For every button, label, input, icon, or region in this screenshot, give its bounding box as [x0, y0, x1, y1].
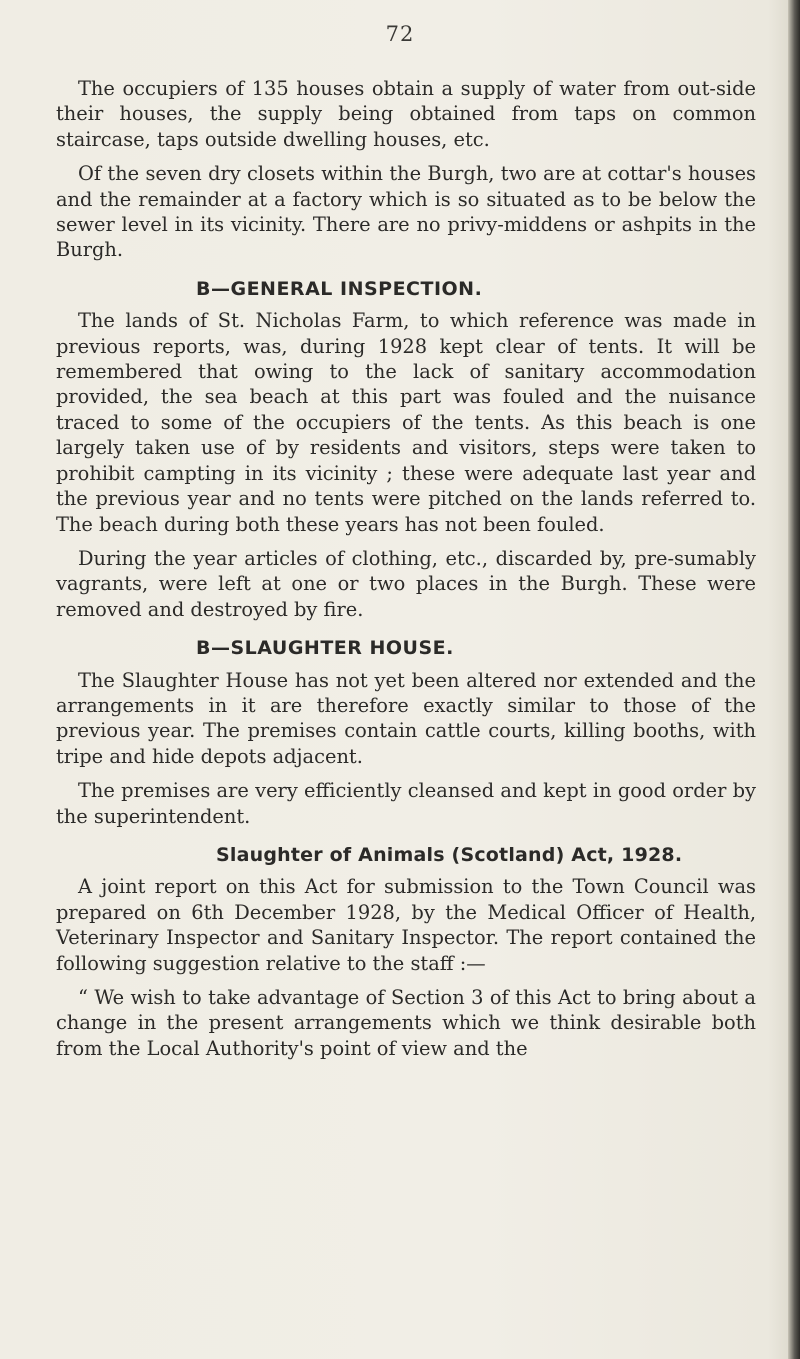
heading-slaughter-of-animals-act: Slaughter of Animals (Scotland) Act, 1928. — [216, 843, 683, 866]
page-number: 72 — [385, 22, 415, 46]
document-body — [56, 76, 756, 1070]
paragraph-discarded-clothing: During the year articles of clothing, etc., discarded by, pre-sumably vagrants, were left at one or two places in the Burgh. These were removed and destroyed by fire. — [56, 546, 756, 621]
paragraph-dry-closets: Of the seven dry closets within the Burgh, two are at cottar's houses and the remainder at a factory which is so situated as to be below the sewer level in its vicinity. There are no privy-middens or ashpits in the Burgh. — [56, 162, 756, 262]
paragraph-joint-report: A joint report on this Act for submission to the Town Council was prepared on 6th December 1928, by the Medical Officer of Health, Veterinary Inspector and Sanitary Inspector. The report contained the following suggestion relative to the staff :— — [56, 875, 756, 975]
heading-general-inspection: B—GENERAL INSPECTION. — [196, 277, 483, 300]
heading-slaughter-house: B—SLAUGHTER HOUSE. — [196, 637, 454, 660]
paragraph-slaughter-house-arrangements: The Slaughter House has not yet been altered nor extended and the arrangements in it are therefore exactly similar to those of the previous year. The premises contain cattle courts, killing booths, with tripe and hide depots adjacent. — [56, 668, 756, 768]
paragraph-premises-cleansed: The premises are very efficiently cleansed and kept in good order by the superintendent. — [56, 779, 756, 828]
paragraph-quoted-suggestion: “ We wish to take advantage of Section 3 of this Act to bring about a change in the present arrangements which we think desirable both from the Local Authority's point of view and the — [56, 986, 756, 1060]
page-edge-shadow — [788, 0, 800, 1359]
paragraph-st-nicholas-farm: The lands of St. Nicholas Farm, to which reference was made in previous reports, was, during 1928 kept clear of tents. It will be remembered that owing to the lack of sanitary accommodation provided, the sea beach at this part was fouled and the nuisance traced to some of the occupiers of the tents. As this beach is one largely taken use of by residents and visitors, steps were taken to prohibit campting in its vicinity ; these were adequate last year and the previous year and no tents were pitched on the lands referred to. The beach during both these years has not been fouled. — [56, 309, 756, 536]
paragraph-water-supply: The occupiers of 135 houses obtain a supply of water from out-side their houses, the supply being obtained from taps on common staircase, taps outside dwelling houses, etc. — [56, 77, 756, 151]
